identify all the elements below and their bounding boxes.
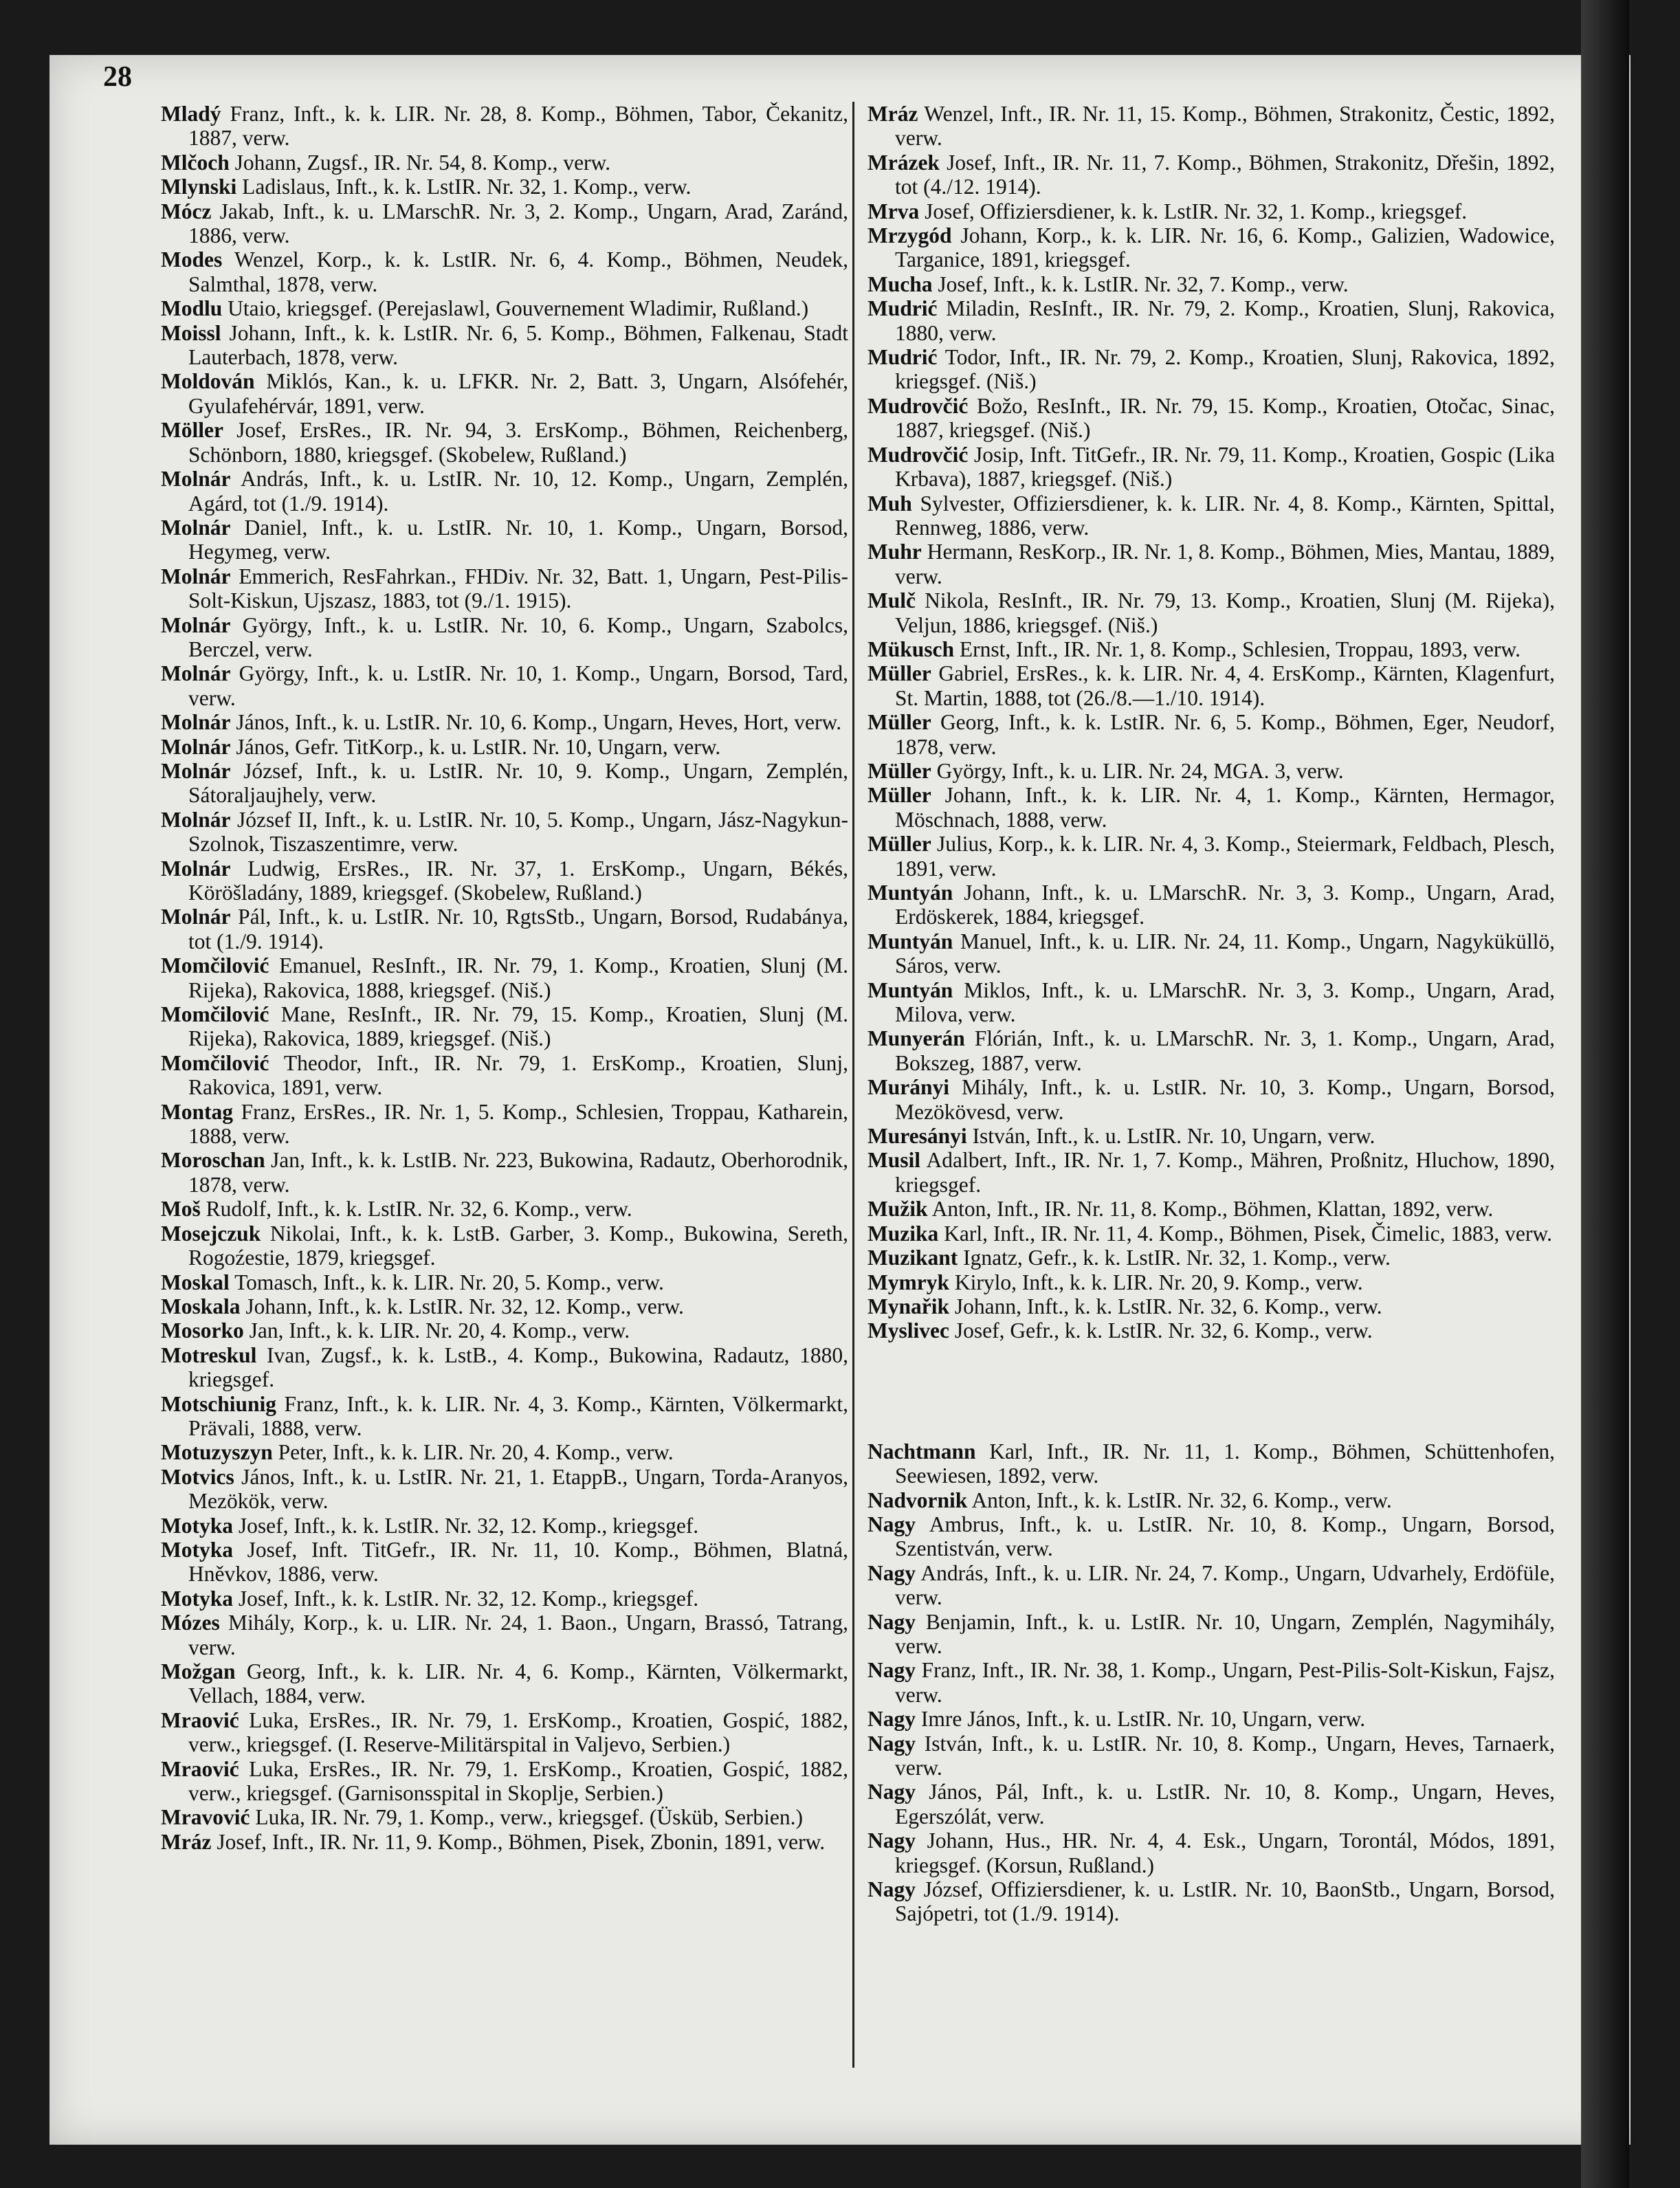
register-entry (161, 1538, 848, 1587)
register-entry (161, 564, 848, 613)
entry-details: István, Inft., k. u. LstIR. Nr. 10, 8. Komp., Ungarn, Heves, Tarnaerk, verw. (895, 1731, 1555, 1780)
entry-details: György, Inft., k. u. LIR. Nr. 24, MGA. 3, verw. (936, 758, 1344, 783)
entry-surname: Moroschan (161, 1148, 265, 1173)
entry-details: József, Offiziersdiener, k. u. LstIR. Nr. 10, BaonStb., Ungarn, Borsod, Sajópetri, tot (1./9. 1914). (895, 1877, 1555, 1926)
register-entry (867, 1124, 1555, 1148)
register-entry (867, 296, 1555, 345)
entry-details: Sylvester, Offiziersdiener, k. k. LIR. Nr. 4, 8. Komp., Kärnten, Spittal, Rennweg, 1886, verw. (895, 491, 1555, 540)
entry-details: Luka, ErsRes., IR. Nr. 79, 1. ErsKomp., Kroatien, Gospić, 1882, verw., kriegsgef. (I. Reserve-Militärspital in Valjevo, Serbien.) (188, 1708, 849, 1757)
entry-details: Johann, Inft., k. k. LIR. Nr. 4, 1. Komp., Kärnten, Hermagor, Möschnach, 1888, verw. (895, 783, 1556, 832)
entry-details: József II, Inft., k. u. LstIR. Nr. 10, 5. Komp., Ungarn, Jász-Nagykun-Szolnok, Tiszaszentimre, verw. (188, 807, 849, 857)
entry-details: János, Pál, Inft., k. u. LstIR. Nr. 10, 8. Komp., Ungarn, Heves, Egerszólát, verw. (895, 1780, 1556, 1828)
entry-details: Rudolf, Inft., k. k. LstIR. Nr. 32, 6. Komp., verw. (206, 1197, 632, 1222)
right-column-m-entries (867, 102, 1555, 1343)
entry-surname: Muresányi (867, 1124, 967, 1149)
entry-surname: Mráz (867, 102, 918, 126)
register-entry (161, 1222, 848, 1270)
entry-details: Utaio, kriegsgef. (Perejaslawl, Gouvernement Wladimir, Rußland.) (228, 296, 809, 321)
entry-details: Anton, Inft., k. k. LstIR. Nr. 32, 6. Komp., verw. (971, 1488, 1392, 1512)
register-entry (161, 661, 848, 710)
entry-surname: Muntyán (867, 977, 953, 1002)
register-entry (161, 1708, 848, 1757)
entry-details: Josef, ErsRes., IR. Nr. 94, 3. ErsKomp., Böhmen, Reichenberg, Schönborn, 1880, kriegsgef. (Skobelew, Rußland.) (188, 418, 848, 467)
register-entry (161, 1757, 848, 1806)
entry-details: Johann, Inft., k. k. LstIR. Nr. 32, 12. Komp., verw. (245, 1294, 684, 1318)
entry-details: Hermann, ResKorp., IR. Nr. 1, 8. Komp., Böhmen, Mies, Mantau, 1889, verw. (895, 540, 1556, 588)
register-entry (161, 321, 848, 370)
entry-details: Johann, Korp., k. k. LIR. Nr. 16, 6. Komp., Galizien, Wadowice, Targanice, 1891, kriegsgef. (895, 223, 1556, 272)
register-entry (867, 394, 1555, 443)
register-entry (161, 151, 848, 175)
entry-details: Miklos, Inft., k. u. LMarschR. Nr. 3, 3. Komp., Ungarn, Arad, Milova, verw. (895, 977, 1555, 1027)
register-entry (161, 1002, 848, 1051)
entry-details: Daniel, Inft., k. u. LstIR. Nr. 10, 1. Komp., Ungarn, Borsod, Hegymeg, verw. (188, 515, 848, 564)
entry-surname: Nagy (867, 1877, 916, 1902)
entry-surname: Muh (867, 491, 912, 516)
entry-details: Mane, ResInft., IR. Nr. 79, 15. Komp., Kroatien, Slunj (M. Rijeka), Rakovica, 1889, kriegsgef. (Niš.) (188, 1002, 848, 1051)
register-entry (867, 1294, 1555, 1318)
register-entry (161, 102, 848, 151)
register-entry (867, 1877, 1555, 1926)
register-entry (161, 735, 848, 759)
register-entry (867, 1246, 1555, 1270)
entry-details: Flórián, Inft., k. u. LMarschR. Nr. 3, 1. Komp., Ungarn, Arad, Bokszeg, 1887, verw. (895, 1026, 1555, 1075)
register-entry (161, 1514, 848, 1538)
entry-surname: Nagy (867, 1780, 916, 1804)
register-entry (161, 1440, 848, 1464)
register-entry (867, 661, 1555, 710)
register-entry (867, 443, 1555, 491)
register-entry (867, 540, 1555, 588)
entry-surname: Müller (867, 758, 931, 783)
entry-surname: Moldován (161, 369, 255, 394)
entry-details: Miladin, ResInft., IR. Nr. 79, 2. Komp., Kroatien, Slunj, Rakovica, 1880, verw. (895, 296, 1555, 345)
register-entry (867, 759, 1555, 783)
register-entry (867, 710, 1555, 759)
entry-details: Adalbert, Inft., IR. Nr. 1, 7. Komp., Mähren, Proßnitz, Hluchow, 1890, kriegsgef. (895, 1148, 1555, 1197)
entry-surname: Momčilović (161, 953, 269, 978)
entry-details: Jan, Inft., k. k. LIR. Nr. 20, 4. Komp., verw. (249, 1318, 630, 1343)
entry-surname: Motschiunig (161, 1391, 277, 1416)
entry-surname: Motuzyszyn (161, 1440, 273, 1465)
entry-details: Miklós, Kan., k. u. LFKR. Nr. 2, Batt. 3, Ungarn, Alsófehér, Gyulafehérvár, 1891, verw. (188, 369, 849, 418)
entry-details: Franz, ErsRes., IR. Nr. 1, 5. Komp., Schlesien, Troppau, Katharein, 1888, verw. (188, 1099, 849, 1149)
entry-surname: Myslivec (867, 1318, 949, 1343)
entry-details: Mihály, Inft., k. u. LstIR. Nr. 10, 3. Komp., Ungarn, Borsod, Mezökövesd, verw. (895, 1075, 1555, 1124)
entry-surname: Mraović (161, 1756, 239, 1781)
entry-surname: Nagy (867, 1658, 916, 1683)
entry-surname: Mócz (161, 199, 212, 223)
entry-details: Ernst, Inft., IR. Nr. 1, 8. Komp., Schlesien, Troppau, 1893, verw. (959, 637, 1521, 661)
entry-surname: Murányi (867, 1075, 950, 1100)
entry-surname: Moissl (161, 320, 221, 345)
register-entry (867, 199, 1555, 223)
register-entry (867, 978, 1555, 1027)
entry-surname: Muntyán (867, 881, 953, 905)
register-entry (161, 759, 848, 808)
entry-details: Franz, Inft., k. k. LIR. Nr. 4, 3. Komp., Kärnten, Völkermarkt, Prävali, 1888, verw. (188, 1391, 849, 1440)
register-entry (867, 1610, 1555, 1659)
register-entry (867, 832, 1555, 881)
entry-details: György, Inft., k. u. LstIR. Nr. 10, 1. Komp., Ungarn, Borsod, Tard, verw. (188, 661, 848, 710)
entry-details: Kirylo, Inft., k. k. LIR. Nr. 20, 9. Komp., verw. (954, 1270, 1363, 1294)
entry-surname: Möller (161, 418, 223, 443)
entry-surname: Mlčoch (161, 150, 230, 175)
page-number: 28 (103, 61, 132, 93)
entry-details: Franz, Inft., k. k. LIR. Nr. 28, 8. Komp., Böhmen, Tabor, Čekanitz, 1887, verw. (188, 102, 849, 151)
entry-details: Josef, Inft., IR. Nr. 11, 7. Komp., Böhmen, Strakonitz, Dřešin, 1892, tot (4./12. 1914). (895, 150, 1556, 199)
entry-surname: Nagy (867, 1609, 916, 1634)
section-gap (867, 1343, 1555, 1439)
register-entry (161, 1197, 848, 1221)
entry-surname: Molnár (161, 734, 231, 759)
register-entry (161, 247, 848, 296)
entry-surname: Modes (161, 247, 223, 272)
entry-details: András, Inft., k. u. LIR. Nr. 24, 7. Komp., Ungarn, Udvarhely, Erdöfüle, verw. (895, 1560, 1555, 1610)
entry-details: Karl, Inft., IR. Nr. 11, 4. Komp., Böhmen, Pisek, Čimelic, 1883, verw. (944, 1221, 1552, 1246)
entry-surname: Možgan (161, 1659, 236, 1683)
register-entry (161, 296, 848, 320)
entry-surname: Musil (867, 1148, 921, 1173)
entry-details: Franz, Inft., IR. Nr. 38, 1. Komp., Ungarn, Pest-Pilis-Solt-Kiskun, Fajsz, verw. (895, 1658, 1555, 1707)
entry-surname: Mužik (867, 1197, 928, 1222)
entry-surname: Muzikant (867, 1246, 958, 1270)
register-entry (867, 637, 1555, 661)
entry-details: Ambrus, Inft., k. u. LstIR. Nr. 10, 8. Komp., Ungarn, Borsod, Szentistván, verw. (895, 1512, 1555, 1561)
register-entry (161, 1392, 848, 1441)
entry-details: Wenzel, Inft., IR. Nr. 11, 15. Komp., Böhmen, Strakonitz, Čestic, 1892, verw. (895, 102, 1556, 151)
entry-surname: Moskal (161, 1270, 230, 1294)
register-entry (161, 1587, 848, 1611)
entry-surname: Momčilović (161, 1002, 269, 1027)
entry-details: Jakab, Inft., k. u. LMarschR. Nr. 3, 2. Komp., Ungarn, Arad, Zaránd, 1886, verw. (188, 199, 848, 248)
entry-details: Georg, Inft., k. k. LstIR. Nr. 6, 5. Komp., Böhmen, Eger, Neudorf, 1878, verw. (895, 710, 1556, 759)
register-entry (867, 272, 1555, 296)
register-entry (161, 1100, 848, 1149)
register-entry (161, 467, 848, 516)
entry-details: András, Inft., k. u. LstIR. Nr. 10, 12. Komp., Ungarn, Zemplén, Agárd, tot (1./9. 1914). (188, 467, 849, 516)
entry-surname: Mraović (161, 1708, 239, 1732)
register-entry (867, 588, 1555, 637)
entry-surname: Molnár (161, 612, 231, 637)
register-entry (161, 1805, 848, 1829)
register-entry (867, 881, 1555, 929)
register-entry (867, 1512, 1555, 1561)
register-entry (867, 1658, 1555, 1707)
entry-surname: Motyka (161, 1586, 233, 1611)
entry-details: Josef, Inft., IR. Nr. 11, 9. Komp., Böhmen, Pisek, Zbonin, 1891, verw. (217, 1829, 826, 1854)
entry-surname: Motyka (161, 1537, 233, 1562)
entry-surname: Montag (161, 1099, 233, 1124)
entry-details: Nikola, ResInft., IR. Nr. 79, 13. Komp., Kroatien, Slunj (M. Rijeka), Veljun, 1886, kriegsgef. (Niš.) (895, 588, 1555, 637)
register-entry (867, 1222, 1555, 1246)
entry-surname: Motreskul (161, 1342, 257, 1367)
entry-surname: Muntyán (867, 929, 953, 953)
entry-surname: Moskala (161, 1294, 241, 1318)
entry-surname: Mráz (161, 1829, 212, 1854)
entry-details: Jan, Inft., k. k. LstIB. Nr. 223, Bukowina, Radautz, Oberhorodnik, 1878, verw. (188, 1148, 848, 1197)
register-entry (161, 1294, 848, 1318)
register-entry (161, 1465, 848, 1514)
entry-details: Emmerich, ResFahrkan., FHDiv. Nr. 32, Batt. 1, Ungarn, Pest-Pilis-Solt-Kiskun, Ujszasz, 1883, tot (9./1. 1915). (188, 564, 848, 613)
entry-details: Johann, Inft., k. k. LstIR. Nr. 6, 5. Komp., Böhmen, Falkenau, Stadt Lauterbach, 1878, verw. (188, 320, 848, 370)
register-entry (161, 808, 848, 857)
entry-details: Johann, Zugsf., IR. Nr. 54, 8. Komp., verw. (234, 150, 611, 175)
book-spine (1581, 0, 1629, 2188)
entry-surname: Mudrovčić (867, 393, 969, 418)
entry-details: Luka, IR. Nr. 79, 1. Komp., verw., kriegsgef. (Üsküb, Serbien.) (255, 1805, 804, 1830)
entry-details: Manuel, Inft., k. u. LIR. Nr. 24, 11. Komp., Ungarn, Nagyküküllö, Sáros, verw. (895, 929, 1555, 978)
register-entry (161, 905, 848, 953)
register-entry (161, 1318, 848, 1342)
entry-surname: Nagy (867, 1731, 916, 1756)
entry-details: Theodor, Inft., IR. Nr. 79, 1. ErsKomp., Kroatien, Slunj, Rakovica, 1891, verw. (188, 1050, 848, 1100)
entry-surname: Mynařik (867, 1294, 950, 1318)
register-entry (161, 199, 848, 248)
entry-surname: Mrzygód (867, 223, 952, 248)
register-entry (867, 102, 1555, 151)
entry-surname: Molnár (161, 710, 231, 735)
entry-details: Ignatz, Gefr., k. k. LstIR. Nr. 32, 1. Komp., verw. (963, 1246, 1391, 1270)
entry-details: Mihály, Korp., k. u. LIR. Nr. 24, 1. Baon., Ungarn, Brassó, Tatrang, verw. (188, 1611, 848, 1659)
entry-surname: Munyerán (867, 1026, 965, 1051)
register-entry (161, 1051, 848, 1100)
entry-surname: Müller (867, 783, 931, 808)
right-column (867, 102, 1555, 1926)
entry-surname: Mladý (161, 102, 221, 126)
entry-surname: Molnár (161, 807, 231, 832)
entry-details: Josef, Inft., k. k. LstIR. Nr. 32, 7. Komp., verw. (938, 272, 1349, 296)
register-entry (161, 1611, 848, 1659)
entry-surname: Mulč (867, 588, 916, 613)
entry-details: József, Inft., k. u. LstIR. Nr. 10, 9. Komp., Ungarn, Zemplén, Sátoraljaujhely, verw. (188, 758, 848, 808)
register-entry (867, 1197, 1555, 1221)
register-entry (867, 1707, 1555, 1731)
entry-details: Emanuel, ResInft., IR. Nr. 79, 1. Komp., Kroatien, Slunj (M. Rijeka), Rakovica, 1888, kriegsgef. (Niš.) (188, 953, 848, 1002)
entry-surname: Mrázek (867, 150, 940, 175)
entry-surname: Mymryk (867, 1270, 949, 1294)
entry-surname: Motyka (161, 1513, 233, 1538)
entry-surname: Molnár (161, 905, 231, 929)
entry-details: Gabriel, ErsRes., k. k. LIR. Nr. 4, 4. ErsKomp., Kärnten, Klagenfurt, St. Martin, 1888, tot (26./8.—1./10. 1914). (895, 661, 1555, 710)
entry-details: Josef, Gefr., k. k. LstIR. Nr. 32, 6. Komp., verw. (954, 1318, 1373, 1343)
entry-details: Peter, Inft., k. k. LIR. Nr. 20, 4. Komp., verw. (278, 1440, 674, 1465)
entry-surname: Mudrić (867, 296, 938, 321)
register-entry (867, 1148, 1555, 1197)
register-entry (867, 783, 1555, 832)
entry-surname: Mucha (867, 272, 933, 296)
entry-surname: Mükusch (867, 637, 955, 661)
entry-details: Johann, Inft., k. k. LstIR. Nr. 32, 6. Komp., verw. (954, 1294, 1382, 1318)
entry-surname: Nagy (867, 1707, 916, 1732)
entry-surname: Motvics (161, 1464, 234, 1489)
entry-details: János, Gefr. TitKorp., k. u. LstIR. Nr. 10, Ungarn, verw. (236, 734, 721, 759)
register-entry (867, 1488, 1555, 1512)
entry-surname: Molnár (161, 515, 231, 540)
entry-details: Ludwig, ErsRes., IR. Nr. 37, 1. ErsKomp., Ungarn, Békés, Köröšladány, 1889, kriegsgef. (Skobelew, Rußland.) (188, 856, 849, 905)
entry-surname: Nadvornik (867, 1488, 968, 1512)
entry-surname: Molnár (161, 758, 231, 783)
entry-surname: Moš (161, 1197, 201, 1222)
register-entry (161, 1659, 848, 1708)
entry-details: Julius, Korp., k. k. LIR. Nr. 4, 3. Komp., Steiermark, Feldbach, Plesch, 1891, verw. (895, 832, 1556, 881)
register-entry (161, 613, 848, 662)
entry-details: Pál, Inft., k. u. LstIR. Nr. 10, RgtsStb., Ungarn, Borsod, Rudabánya, tot (1./9. 1914). (188, 905, 848, 953)
entry-details: Imre János, Inft., k. u. LstIR. Nr. 10, Ungarn, verw. (920, 1707, 1366, 1732)
register-entry (867, 1732, 1555, 1780)
entry-surname: Mózes (161, 1611, 220, 1635)
entry-details: Nikolai, Inft., k. k. LstB. Garber, 3. Komp., Bukowina, Sereth, Rogoźestie, 1879, kriegsgef. (188, 1221, 849, 1270)
entry-surname: Mosorko (161, 1318, 244, 1343)
register-entry (867, 1561, 1555, 1610)
entry-surname: Nagy (867, 1512, 916, 1536)
register-entry (867, 1780, 1555, 1828)
register-entry (161, 953, 848, 1002)
register-entry (867, 1318, 1555, 1342)
entry-surname: Mrva (867, 199, 920, 223)
register-entry (161, 857, 848, 905)
register-entry (161, 369, 848, 418)
entry-surname: Müller (867, 710, 931, 735)
entry-details: Josef, Offiziersdiener, k. k. LstIR. Nr. 32, 1. Komp., kriegsgef. (925, 199, 1468, 223)
entry-details: Ladislaus, Inft., k. k. LstIR. Nr. 32, 1. Komp., verw. (242, 175, 692, 199)
entry-details: Josef, Inft., k. k. LstIR. Nr. 32, 12. Komp., kriegsgef. (238, 1586, 699, 1611)
entry-surname: Müller (867, 832, 931, 857)
entry-surname: Mravović (161, 1805, 250, 1830)
entry-details: György, Inft., k. u. LstIR. Nr. 10, 6. Komp., Ungarn, Szabolcs, Berczel, verw. (188, 612, 848, 661)
entry-details: Wenzel, Korp., k. k. LstIR. Nr. 6, 4. Komp., Böhmen, Neudek, Salmthal, 1878, verw. (188, 247, 848, 296)
entry-details: Benjamin, Inft., k. u. LstIR. Nr. 10, Ungarn, Zemplén, Nagymihály, verw. (895, 1609, 1555, 1658)
entry-surname: Nagy (867, 1828, 916, 1853)
register-entry (867, 929, 1555, 978)
entry-details: Johann, Inft., k. u. LMarschR. Nr. 3, 3. Komp., Ungarn, Arad, Erdöskerek, 1884, kriegsgef. (895, 881, 1555, 929)
entry-surname: Muhr (867, 540, 922, 564)
register-entry (161, 418, 848, 467)
entry-details: Tomasch, Inft., k. k. LIR. Nr. 20, 5. Komp., verw. (234, 1270, 664, 1294)
entry-surname: Mudrić (867, 345, 938, 370)
register-entry (161, 175, 848, 199)
register-entry (161, 1830, 848, 1854)
register-entry (161, 1343, 848, 1392)
entry-surname: Müller (867, 661, 931, 686)
entry-details: Johann, Hus., HR. Nr. 4, 4. Esk., Ungarn, Torontál, Módos, 1891, kriegsgef. (Korsun, Rußland.) (895, 1828, 1555, 1877)
entry-details: Georg, Inft., k. k. LIR. Nr. 4, 6. Komp., Kärnten, Völkermarkt, Vellach, 1884, verw. (188, 1659, 849, 1708)
right-column-n-entries (867, 1439, 1555, 1926)
entry-details: Luka, ErsRes., IR. Nr. 79, 1. ErsKomp., Kroatien, Gospić, 1882, verw., kriegsgef. (Garnisonsspital in Skoplje, Serbien.) (188, 1756, 849, 1806)
register-entry (867, 1828, 1555, 1877)
entry-details: Todor, Inft., IR. Nr. 79, 2. Komp., Kroatien, Slunj, Rakovica, 1892, kriegsgef. (Niš.) (895, 345, 1556, 394)
entry-surname: Molnár (161, 856, 231, 881)
entry-surname: Mlynski (161, 175, 237, 199)
entry-details: János, Inft., k. u. LstIR. Nr. 10, 6. Komp., Ungarn, Heves, Hort, verw. (236, 710, 842, 735)
register-entry (867, 345, 1555, 394)
register-entry (161, 1148, 848, 1197)
register-entry (867, 151, 1555, 199)
register-entry (161, 516, 848, 564)
entry-surname: Momčilović (161, 1050, 269, 1075)
column-divider (852, 102, 854, 2068)
entry-surname: Modlu (161, 296, 223, 321)
entry-details: Josef, Inft., k. k. LstIR. Nr. 32, 12. Komp., kriegsgef. (238, 1513, 699, 1538)
left-column (161, 102, 848, 1854)
entry-details: János, Inft., k. u. LstIR. Nr. 21, 1. EtappB., Ungarn, Torda-Aranyos, Mezökök, verw. (188, 1464, 848, 1514)
entry-details: Ivan, Zugsf., k. k. LstB., 4. Komp., Bukowina, Radautz, 1880, kriegsgef. (188, 1342, 848, 1392)
entry-surname: Muzika (867, 1221, 939, 1246)
register-entry (867, 1026, 1555, 1075)
register-entry (867, 1439, 1555, 1488)
register-entry (867, 1075, 1555, 1124)
entry-details: Karl, Inft., IR. Nr. 11, 1. Komp., Böhmen, Schüttenhofen, Seewiesen, 1892, verw. (895, 1439, 1555, 1488)
register-entry (867, 1270, 1555, 1294)
entry-details: Božo, ResInft., IR. Nr. 79, 15. Komp., Kroatien, Otočac, Sinac, 1887, kriegsgef. (Niš.) (895, 393, 1555, 443)
register-entry (867, 223, 1555, 272)
entry-surname: Mosejczuk (161, 1221, 261, 1246)
entry-details: István, Inft., k. u. LstIR. Nr. 10, Ungarn, verw. (972, 1124, 1375, 1149)
register-entry (161, 1270, 848, 1294)
entry-details: Josef, Inft. TitGefr., IR. Nr. 11, 10. Komp., Böhmen, Blatná, Hněvkov, 1886, verw. (188, 1537, 848, 1587)
entry-surname: Nagy (867, 1560, 916, 1585)
entry-surname: Mudrovčić (867, 442, 969, 467)
entry-surname: Nachtmann (867, 1439, 976, 1463)
entry-surname: Molnár (161, 467, 231, 491)
entry-surname: Molnár (161, 661, 231, 686)
entry-surname: Molnár (161, 564, 231, 588)
register-entry (161, 710, 848, 734)
register-entry (867, 491, 1555, 540)
entry-details: Anton, Inft., IR. Nr. 11, 8. Komp., Böhmen, Klattan, 1892, verw. (931, 1197, 1494, 1222)
entry-details: Josip, Inft. TitGefr., IR. Nr. 79, 11. Komp., Kroatien, Gospic (Lika Krbava), 1887, kriegsgef. (Niš.) (895, 442, 1556, 491)
